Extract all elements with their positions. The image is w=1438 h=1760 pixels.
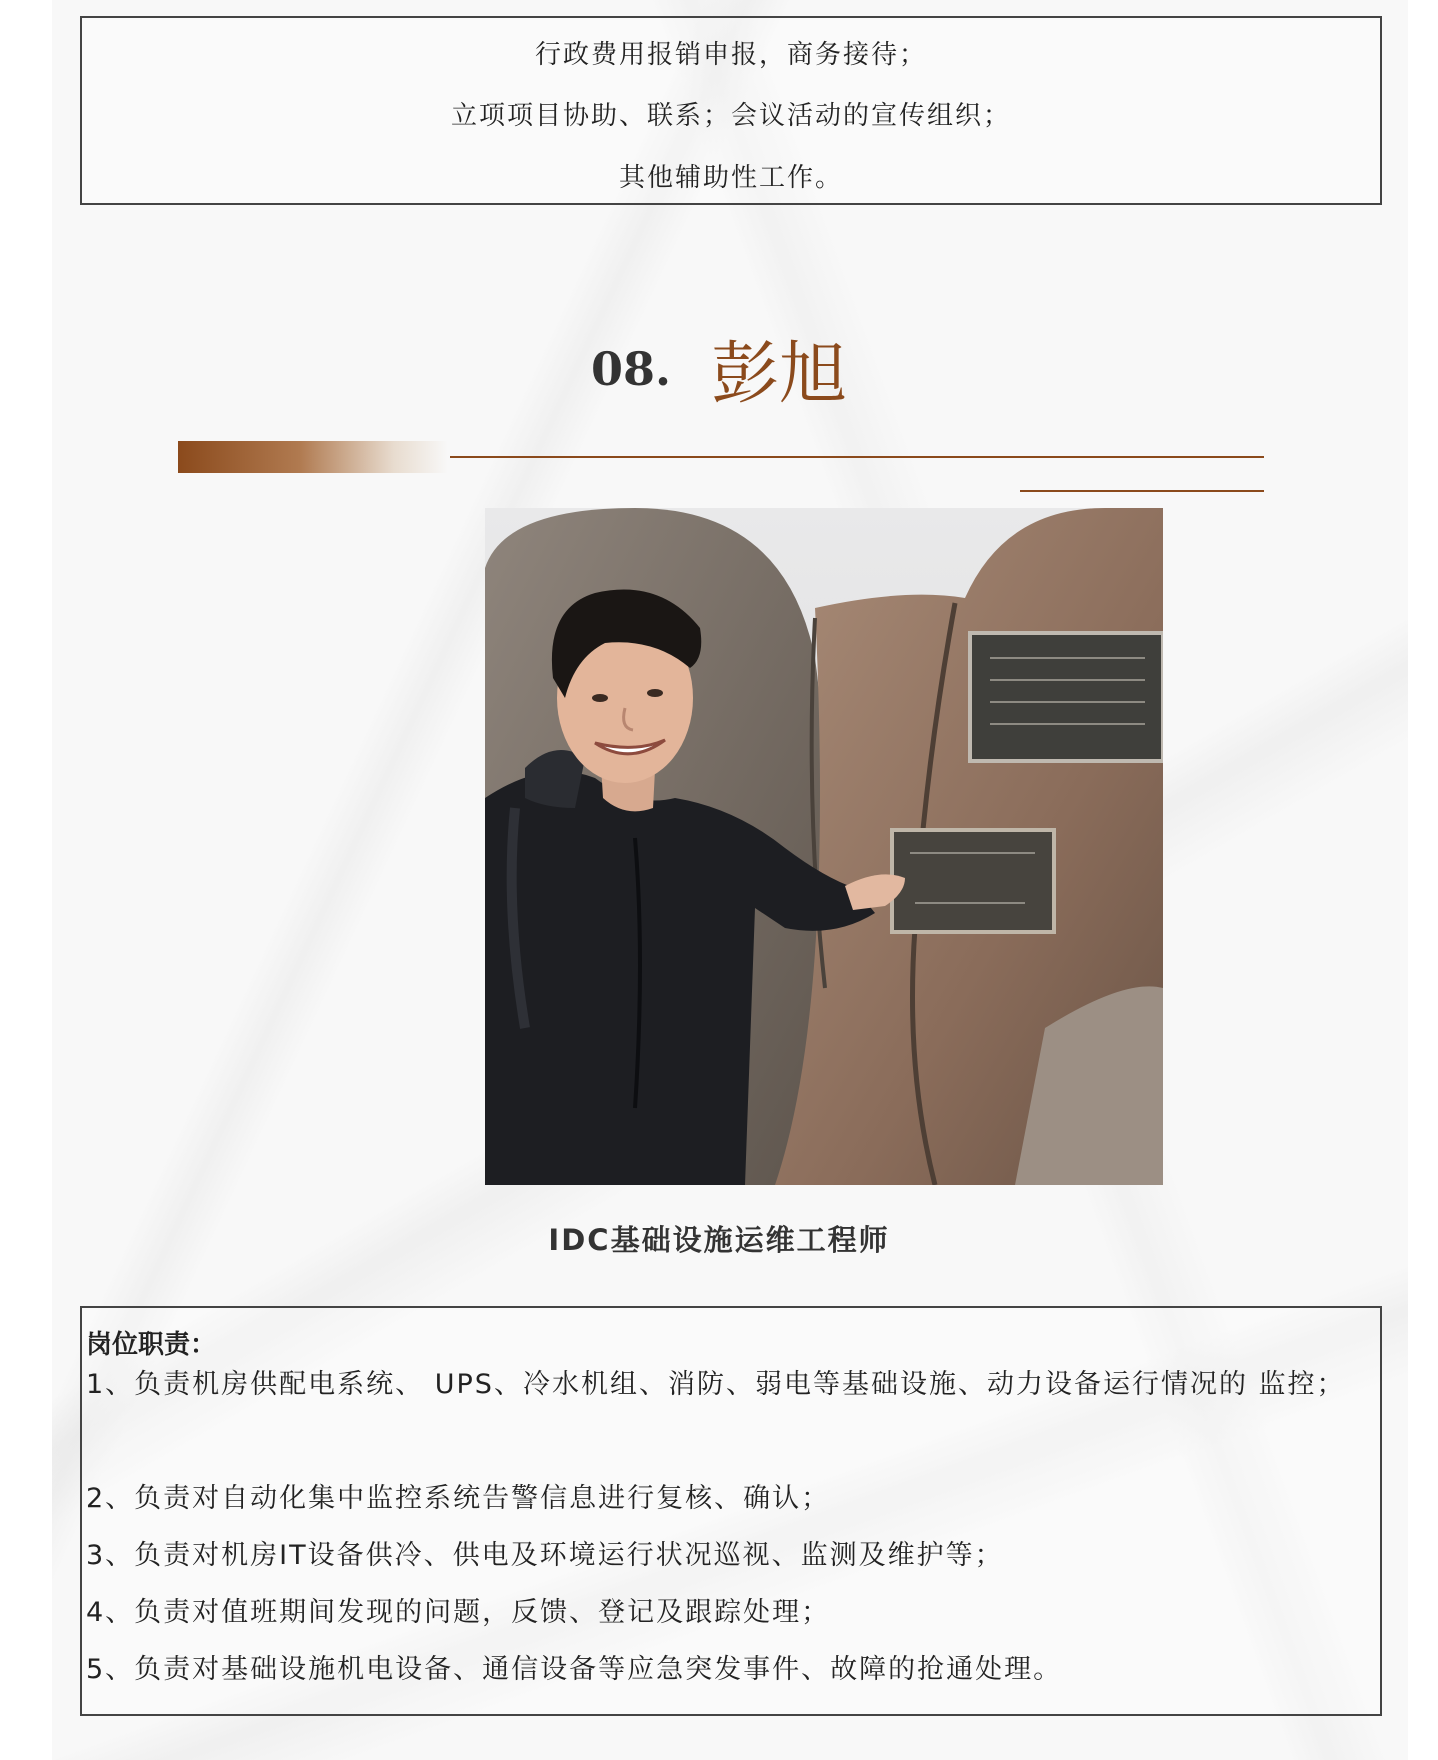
decorative-rule [1020, 490, 1264, 492]
duty-item: 1、负责机房供配电系统、 UPS、冷水机组、消防、弱电等基础设施、动力设备运行情况的 监控； [86, 1369, 1346, 1400]
previous-duties-box [80, 16, 1382, 205]
duty-line: 行政费用报销申报，商务接待； [534, 40, 927, 70]
decorative-gradient-bar [178, 441, 448, 473]
duties-box [80, 1306, 1382, 1716]
duty-item: 2、负责对自动化集中监控系统告警信息进行复核、确认； [86, 1483, 831, 1514]
profile-name: 彭旭 [711, 335, 848, 414]
duty-line: 立项项目协助、联系；会议活动的宣传组织； [450, 101, 1011, 131]
duty-item: 3、负责对机房IT设备供冷、供电及环境运行状况巡视、监测及维护等； [86, 1540, 1004, 1571]
profile-photo [485, 508, 1163, 1185]
duty-item: 4、负责对值班期间发现的问题，反馈、登记及跟踪处理； [86, 1597, 831, 1628]
duties-title: 岗位职责： [86, 1330, 217, 1360]
profile-heading [0, 320, 1438, 417]
profile-number: 08. [590, 341, 671, 396]
duty-item: 5、负责对基础设施机电设备、通信设备等应急突发事件、故障的抢通处理。 [86, 1654, 1063, 1685]
profile-role: IDC基础设施运维工程师 [548, 1223, 890, 1257]
duty-line: 其他辅助性工作。 [618, 163, 843, 193]
decorative-rule [450, 456, 1264, 458]
